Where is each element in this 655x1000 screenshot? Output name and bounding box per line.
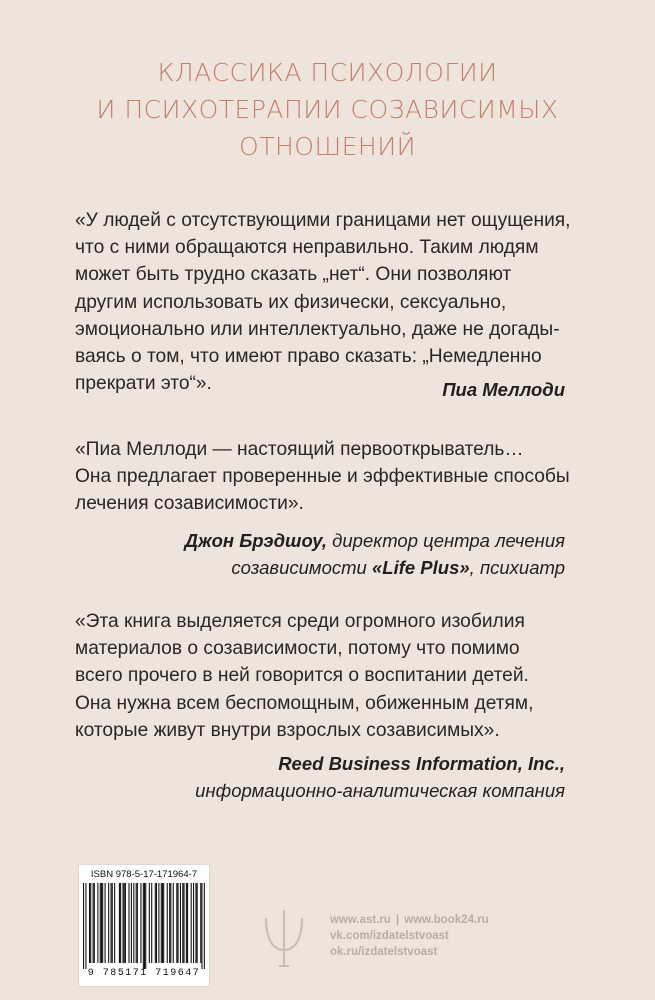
- barcode-bar: [200, 883, 201, 963]
- quote-bradshaw: [75, 436, 575, 518]
- barcode-bar: [162, 883, 163, 963]
- barcode-bar: [128, 883, 129, 963]
- quote-line: прекрати это“».: [75, 373, 212, 395]
- link-ast[interactable]: www.ast.ru: [330, 914, 391, 926]
- barcode-bar: [180, 883, 181, 963]
- barcode-bar: [114, 883, 115, 963]
- psi-icon: [262, 904, 306, 970]
- quote-line: материалов о созависимости, потому что помимо: [75, 638, 520, 660]
- barcode-bar: [161, 883, 162, 963]
- author-bradshaw: [45, 527, 565, 581]
- barcode-bar: [89, 883, 90, 963]
- barcode-bar: [197, 883, 198, 963]
- barcode-bar: [149, 883, 150, 963]
- barcode-bar: [176, 883, 177, 963]
- author-role: директор центра лечения: [327, 530, 565, 551]
- barcode-bar: [193, 883, 194, 963]
- barcode-bar: [182, 883, 183, 963]
- title-line-2: И ПСИХОТЕРАПИИ СОЗАВИСИМЫХ: [96, 95, 559, 124]
- barcode-bar: [186, 883, 187, 963]
- barcode-bars: [83, 883, 205, 969]
- cover-title: [0, 54, 655, 165]
- barcode-bar: [101, 883, 102, 963]
- barcode-bar: [102, 883, 103, 963]
- quote-line: другим использовать их физически, сексуально,: [75, 291, 507, 313]
- quote-line: лечения созависимости».: [75, 493, 304, 515]
- barcode-bar: [131, 883, 132, 963]
- author-name: Пиа Меллоди: [442, 379, 565, 400]
- title-line-1: КЛАССИКА ПСИХОЛОГИИ: [157, 58, 498, 87]
- barcode-bar: [144, 883, 145, 969]
- barcode-bar: [191, 883, 192, 963]
- organization-name: «Life Plus»: [371, 557, 470, 578]
- barcode-bar: [93, 883, 94, 963]
- quote-mellody: [75, 207, 575, 397]
- isbn-number: ISBN 978-5-17-171964-7: [90, 869, 198, 880]
- author-role: информационно-аналитическая компания: [195, 780, 565, 801]
- quote-line: «У людей с отсутствующими границами нет ощущения,: [75, 210, 571, 231]
- author-reed: [45, 750, 565, 804]
- barcode-bar: [173, 883, 174, 963]
- barcode-bar: [94, 883, 95, 963]
- barcode-bar: [156, 883, 157, 963]
- quote-line: эмоционально или интеллектуально, даже не догады-: [75, 318, 560, 340]
- author-role: , психиатр: [469, 557, 565, 578]
- barcode-bar: [201, 883, 202, 969]
- barcode-bar: [177, 883, 178, 963]
- link-ok[interactable]: ok.ru/izdatelstvoast: [330, 946, 438, 958]
- title-line-3: ОТНОШЕНИЙ: [239, 132, 416, 161]
- barcode-bar: [158, 883, 159, 963]
- quote-line: ваясь о том, что имеют право сказать: „Немедленно: [75, 346, 542, 368]
- barcode-bar: [111, 883, 112, 963]
- barcode-bar: [151, 883, 152, 963]
- barcode-bar: [97, 883, 98, 963]
- link-separator: |: [395, 914, 400, 926]
- barcode-bar: [187, 883, 188, 963]
- quote-line: всего прочего в ней говорится о воспитании детей.: [75, 665, 529, 687]
- author-role: созависимости: [231, 557, 372, 578]
- barcode-bar: [85, 883, 86, 969]
- barcode-bar: [122, 883, 123, 963]
- barcode-bar: [140, 883, 141, 963]
- barcode-bar: [120, 883, 121, 963]
- barcode-bar: [112, 883, 113, 963]
- barcode-bar: [204, 883, 205, 969]
- barcode-bar: [163, 883, 164, 963]
- barcode-bar: [170, 883, 171, 963]
- author-name: Reed Business Information, Inc.,: [278, 753, 565, 774]
- barcode-bar: [136, 883, 137, 963]
- quote-line: что с ними обращаются неправильно. Таким людям: [75, 237, 539, 259]
- barcode-bar: [125, 883, 126, 963]
- barcode-bar: [83, 883, 84, 969]
- quote-line: Она нужна всем беспомощным, обиженным детям,: [75, 692, 534, 714]
- quote-line: «Эта книга выделяется среди огромного изобилия: [75, 611, 525, 632]
- link-vk[interactable]: vk.com/izdatelstvoast: [330, 930, 449, 942]
- publisher-links: [330, 912, 489, 960]
- barcode-bar: [133, 883, 134, 963]
- isbn-barcode: [78, 864, 210, 987]
- barcode-bar: [167, 883, 168, 963]
- quote-reed: [75, 608, 575, 744]
- barcode-bar: [105, 883, 106, 963]
- barcode-bar: [145, 883, 146, 969]
- quote-line: «Пиа Меллоди — настоящий первооткрыватель…: [75, 439, 524, 460]
- barcode-bar: [169, 883, 170, 963]
- quote-line: может быть трудно сказать „нет“. Они позволяют: [75, 264, 512, 286]
- barcode-digits: 9 785171 719647: [87, 968, 201, 979]
- barcode-bar: [108, 883, 109, 963]
- quote-line: Она предлагает проверенные и эффективные способы: [75, 466, 570, 488]
- author-name: Джон Брэдшоу,: [184, 530, 328, 551]
- author-mellody: [45, 376, 565, 403]
- barcode-bar: [124, 883, 125, 963]
- barcode-bar: [137, 883, 138, 963]
- barcode-bar: [183, 883, 184, 963]
- barcode-bar: [100, 883, 101, 963]
- barcode-bar: [143, 883, 144, 969]
- barcode-bar: [90, 883, 91, 963]
- barcode-bar: [155, 883, 156, 963]
- barcode-bar: [195, 883, 196, 963]
- quote-line: которые живут внутри взрослых созависимых».: [75, 719, 500, 741]
- link-book24[interactable]: www.book24.ru: [404, 914, 489, 926]
- barcode-bar: [119, 883, 120, 963]
